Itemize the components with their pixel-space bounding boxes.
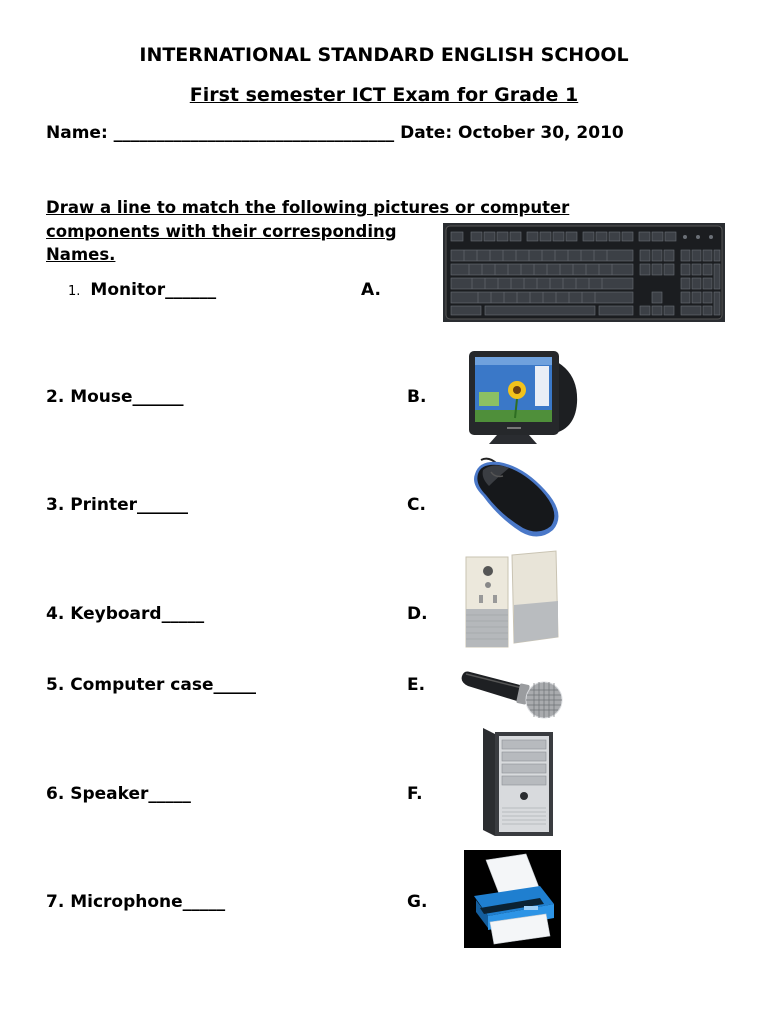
letter-c: C. [407, 495, 426, 515]
letter-e: E. [407, 675, 426, 695]
question-7: 7. Microphone_____ [46, 892, 226, 912]
microphone-icon [460, 664, 564, 721]
letter-b: B. [407, 387, 427, 407]
printer-icon [464, 850, 561, 948]
name-label: Name: [46, 123, 114, 143]
monitor-icon [467, 348, 581, 449]
school-name: INTERNATIONAL STANDARD ENGLISH SCHOOL [139, 44, 629, 66]
question-3: 3. Printer______ [46, 495, 189, 515]
keyboard-icon [443, 223, 725, 322]
question-5: 5. Computer case_____ [46, 675, 257, 695]
letter-f: F. [407, 784, 423, 804]
speaker-icon [464, 549, 562, 650]
mouse-icon [469, 456, 567, 540]
date-label: Date: October 30, 2010 [394, 123, 624, 143]
question-4: 4. Keyboard_____ [46, 604, 205, 624]
question-2: 2. Mouse______ [46, 387, 184, 407]
name-blank: _________________________________ [113, 123, 395, 143]
letter-g: G. [407, 892, 428, 912]
instructions-line-3: Names. [46, 245, 116, 264]
question-number: 1. [68, 284, 81, 299]
computer-case-icon [481, 726, 555, 837]
exam-title: First semester ICT Exam for Grade 1 [189, 84, 579, 106]
instructions-line-2: components with their corresponding [46, 221, 397, 241]
question-6: 6. Speaker_____ [46, 784, 191, 804]
question-1 [68, 280, 216, 300]
question-text: Monitor______ [90, 280, 217, 300]
letter-a: A. [361, 280, 381, 300]
name-date-line [46, 123, 624, 143]
letter-d: D. [407, 604, 428, 624]
instructions-line-1: Draw a line to match the following pictures or computer [46, 198, 570, 217]
